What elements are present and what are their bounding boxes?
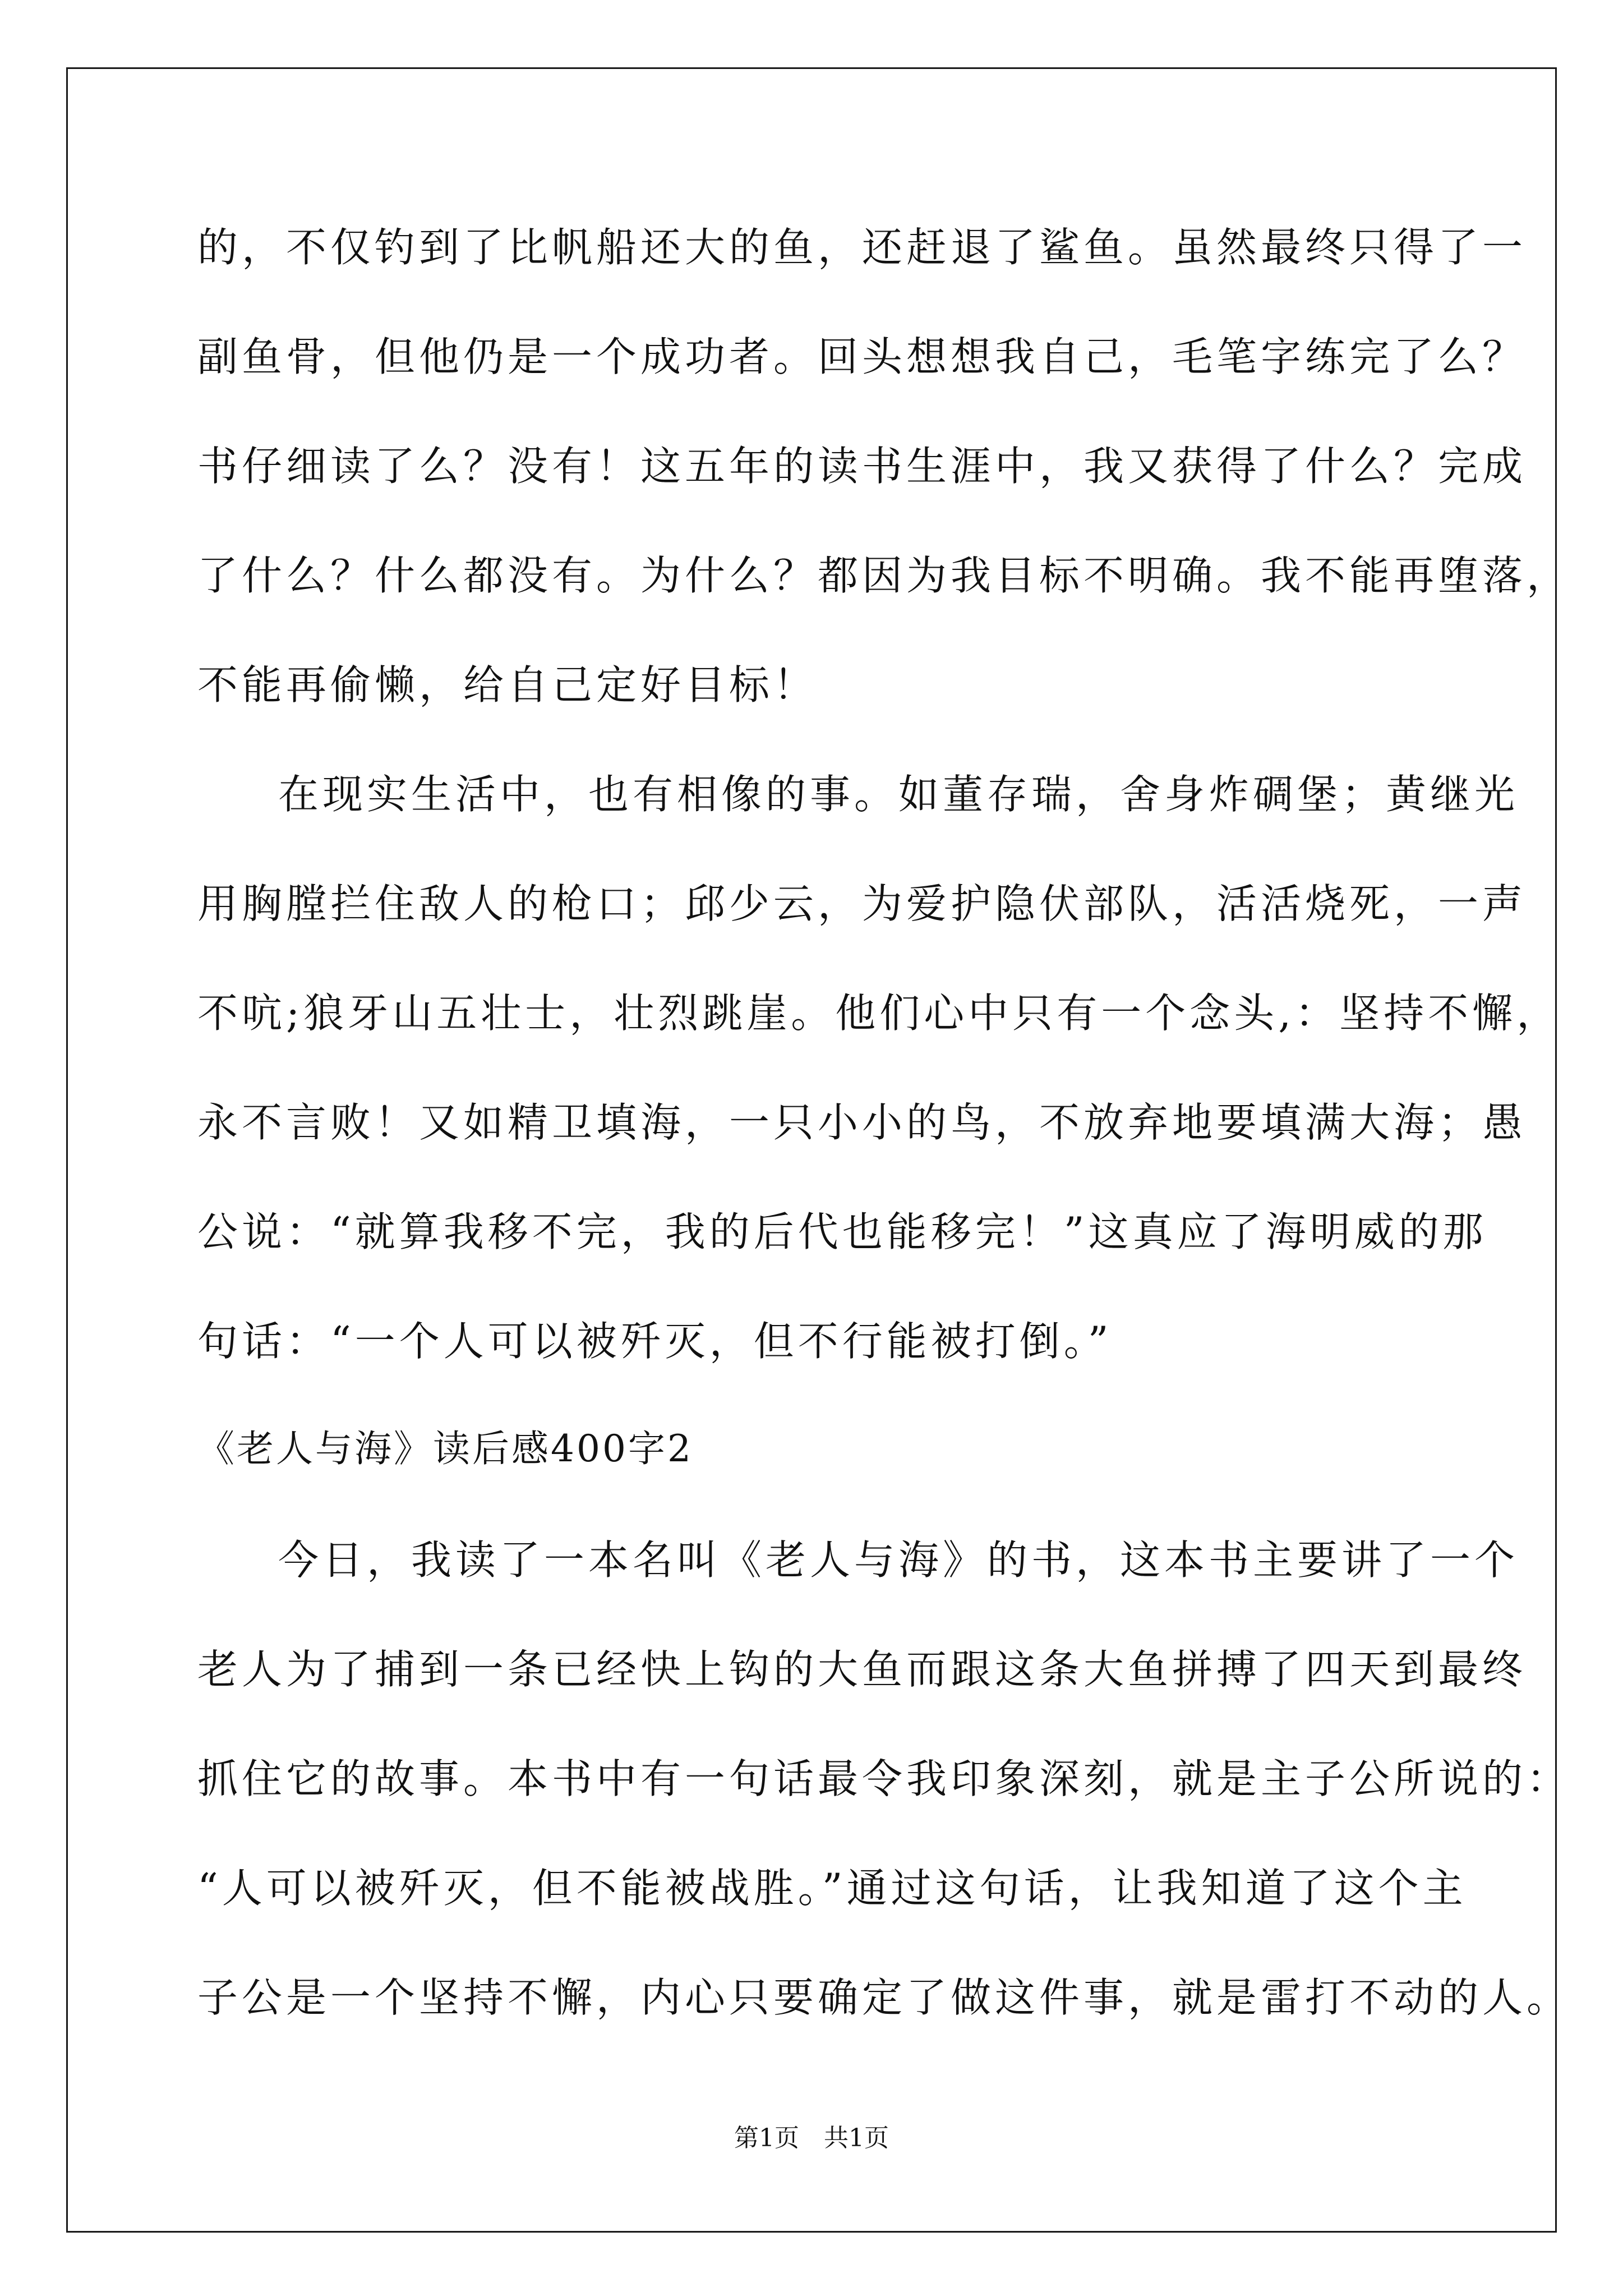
text-line: 书仔细读了么？没有！这五年的读书生涯中，我又获得了什么？完成 (197, 443, 1527, 490)
text-line: 在现实生活中，也有相像的事。如董存瑞，舍身炸碉堡；黄继光 (278, 771, 1519, 818)
text-line: 不能再偷懒，给自己定好目标！ (197, 661, 818, 708)
text-line: 公说：“就算我移不完，我的后代也能移完！”这真应了海明威的那 (197, 1208, 1487, 1255)
text-line: 今日，我读了一本名叫《老人与海》的书，这本书主要讲了一个 (278, 1536, 1519, 1584)
text-line: 副鱼骨，但他仍是一个成功者。回头想想我自己，毛笔字练完了么？ (197, 333, 1527, 380)
section-heading: 《老人与海》读后感400字2 (197, 1427, 693, 1470)
page-footer: 第1页 共1页 (734, 2124, 889, 2152)
text-line: “人可以被歼灭，但不能被战胜。”通过这句话，让我知道了这个主 (197, 1865, 1467, 1912)
text-line: 永不言败！又如精卫填海，一只小小的鸟，不放弃地要填满大海；愚 (197, 1099, 1527, 1146)
text-line: 用胸膛拦住敌人的枪口；邱少云，为爱护隐伏部队，活活烧死，一声 (197, 880, 1527, 927)
text-line: 的，不仅钓到了比帆船还大的鱼，还赶退了鲨鱼。虽然最终只得了一 (197, 224, 1527, 271)
text-line: 了什么？什么都没有。为什么？都因为我目标不明确。我不能再堕落， (197, 552, 1571, 599)
text-line: 子公是一个坚持不懈，内心只要确定了做这件事，就是雷打不动的人。 (197, 1974, 1571, 2021)
text-line: 抓住它的故事。本书中有一句话最令我印象深刻，就是主子公所说的： (197, 1755, 1571, 1802)
text-line: 句话：“一个人可以被歼灭，但不行能被打倒。” (197, 1318, 1113, 1365)
text-line: 不吭;狼牙山五壮士，壮烈跳崖。他们心中只有一个念头,：坚持不懈， (197, 990, 1561, 1037)
text-line: 老人为了捕到一条已经快上钩的大鱼而跟这条大鱼拼搏了四天到最终 (197, 1646, 1527, 1693)
